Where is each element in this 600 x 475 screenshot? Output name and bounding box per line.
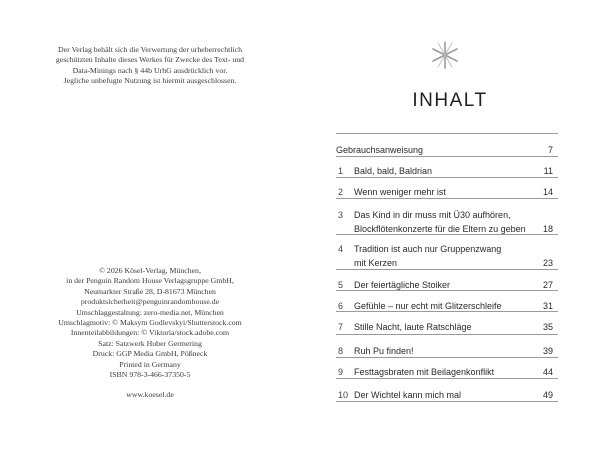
toc-chapter-title-line2: Blockflötenkonzerte für die Eltern zu geben xyxy=(354,224,526,234)
toc-chapter-title: Gebrauchsanweisung xyxy=(336,145,424,155)
toc-divider xyxy=(336,133,558,134)
imprint-line: Innenteilabbildungen: © Viktoria/stock.adobe.com xyxy=(70,328,230,338)
toc-page-number: 7 xyxy=(547,145,553,155)
toc-heading: INHALT xyxy=(412,90,488,111)
toc-chapter-title: Gefühle – nur echt mit Glitzerschleife xyxy=(354,301,502,311)
legal-line: Jegliche unbefugte Nutzung ist hiermit ausgeschlossen. xyxy=(63,76,237,86)
toc-chapter-number: 7 xyxy=(338,322,344,332)
legal-line: geschützten Inhalte dieses Werkes für Zwecke des Text- und xyxy=(55,55,245,65)
toc-page-number: 18 xyxy=(542,224,553,234)
toc-divider xyxy=(336,290,558,291)
toc-divider xyxy=(336,156,558,157)
toc-divider xyxy=(336,357,558,358)
imprint-line: produktsicherheit@penguinrandomhouse.de xyxy=(80,297,220,307)
toc-chapter-title: Bald, bald, Baldrian xyxy=(354,166,433,176)
imprint-line: ISBN 978-3-466-37350-5 xyxy=(109,370,191,380)
toc-chapter-number: 9 xyxy=(338,367,344,377)
legal-notice xyxy=(40,45,260,87)
legal-line: Der Verlag behält sich die Verwertung der urheberrechtlich xyxy=(58,45,242,54)
toc-chapter-title: Ruh Pu finden! xyxy=(354,346,414,356)
toc-divider xyxy=(336,198,558,199)
toc-page-number: 11 xyxy=(543,166,553,176)
toc-chapter-title: Der Wichtel kann mich mal xyxy=(354,390,462,400)
toc-chapter-number: 8 xyxy=(338,346,344,356)
website-link xyxy=(40,390,260,400)
toc-page-number: 14 xyxy=(542,187,553,197)
toc-divider xyxy=(336,177,558,178)
toc-chapter-title-line2: mit Kerzen xyxy=(354,258,398,268)
toc-chapter-number: 10 xyxy=(338,390,349,400)
toc-chapter-title: Festtagsbraten mit Beilagenkonflikt xyxy=(354,367,495,377)
toc-chapter-number: 5 xyxy=(338,280,344,290)
toc-page-number: 27 xyxy=(542,280,553,290)
imprint-line: Druck: GGP Media GmbH, Pößneck xyxy=(92,349,208,359)
toc-chapter-number: 1 xyxy=(338,166,344,176)
toc-chapter-number: 3 xyxy=(338,210,344,220)
toc-divider xyxy=(336,311,558,312)
toc-chapter-title: Das Kind in dir muss mit Ü30 aufhören, xyxy=(354,210,511,220)
toc-divider xyxy=(336,269,558,270)
toc-chapter-number: 6 xyxy=(338,301,344,311)
toc-page-number: 23 xyxy=(542,258,553,268)
toc-divider xyxy=(336,234,558,235)
imprint-line: in der Penguin Random House Verlagsgruppe GmbH, xyxy=(66,276,234,286)
imprint xyxy=(40,266,260,380)
toc-chapter-title: Stille Nacht, laute Ratschläge xyxy=(354,322,472,332)
imprint-line: Umschlagmotiv: © Maksym Godlevskyi/Shutterstock.com xyxy=(58,318,242,328)
toc-page-number: 31 xyxy=(542,301,553,311)
imprint-line: Neumarkter Straße 28, D-81673 München xyxy=(84,286,216,296)
imprint-line: © 2026 Kösel-Verlag, München, xyxy=(99,266,201,275)
right-page xyxy=(300,0,600,475)
imprint-line: Satz: Satzwerk Huber Germering xyxy=(98,338,202,348)
toc-page-number: 44 xyxy=(542,367,553,377)
sparkle-ornament-icon xyxy=(430,40,460,70)
toc-chapter-title: Tradition ist auch nur Gruppenzwang xyxy=(354,244,502,254)
toc-page-number: 39 xyxy=(542,346,553,356)
toc-divider xyxy=(336,334,558,335)
toc-chapter-number: 2 xyxy=(338,187,344,197)
toc-chapter-number: 4 xyxy=(338,244,344,254)
toc-page-number: 35 xyxy=(542,322,553,332)
website-text: www.koesel.de xyxy=(126,390,174,399)
toc-divider xyxy=(336,401,558,402)
toc-chapter-title: Wenn weniger mehr ist xyxy=(354,187,446,197)
toc-page-number: 49 xyxy=(542,390,553,400)
toc-divider xyxy=(336,378,558,379)
toc-chapter-title: Der feiertägliche Stoiker xyxy=(354,280,451,290)
legal-line: Data-Minings nach § 44b UrhG ausdrücklich vor. xyxy=(72,65,228,75)
imprint-line: Printed in Germany xyxy=(119,359,181,369)
imprint-line: Umschlaggestaltung: zero-media.net, München xyxy=(76,307,224,317)
